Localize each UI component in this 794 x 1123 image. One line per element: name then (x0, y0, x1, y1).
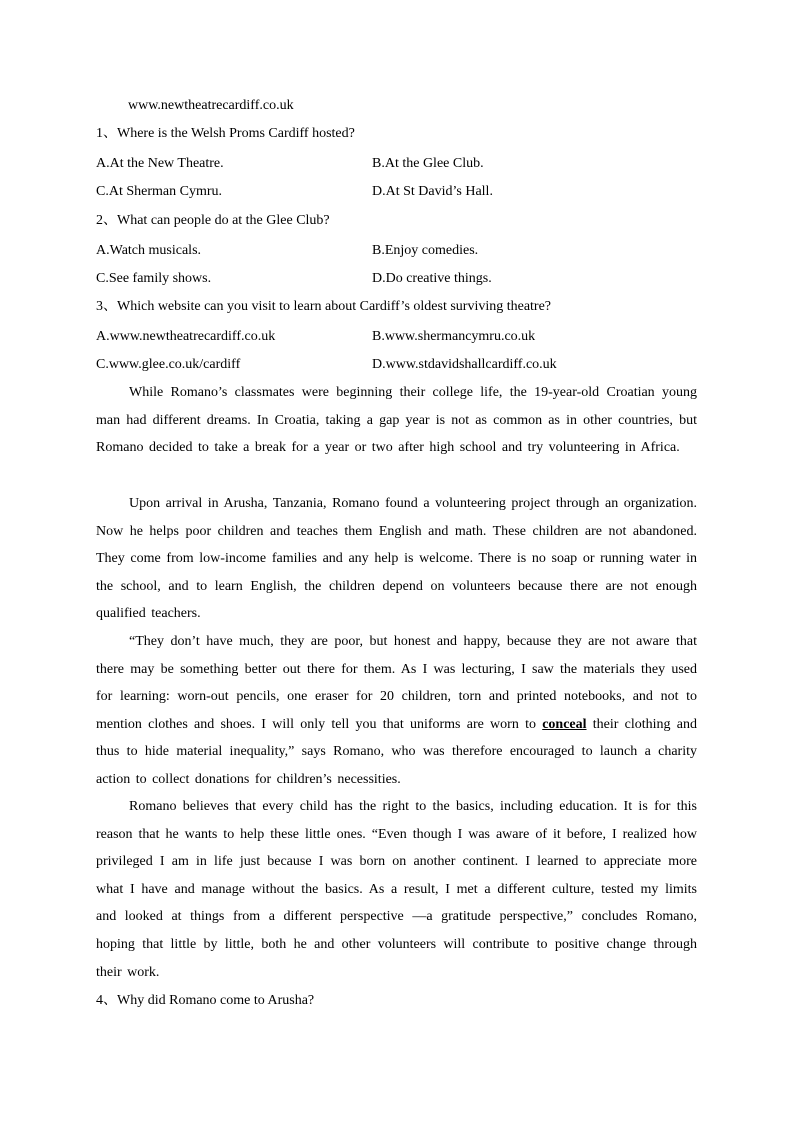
q2-option-c: C.See family shows. (96, 271, 212, 286)
passage-paragraph-2: Upon arrival in Arusha, Tanzania, Romano found a volunteering project through an organization. Now he helps poor children and teaches them English and math. These children are not abandoned. They come from low-income families and any help is welcome. There is no soap or running water in the school, and to learn English, the children depend on volunteers because there are not enough qualified teachers. (96, 496, 697, 622)
question-1-text: Where is the Welsh Proms Cardiff hosted? (117, 126, 355, 141)
question-2-text: What can people do at the Glee Club? (117, 213, 330, 228)
q3-option-d: D.www.stdavidshallcardiff.co.uk (372, 357, 557, 372)
q3-option-a: A.www.newtheatrecardiff.co.uk (96, 329, 276, 344)
question-4-number: 4、 (96, 993, 117, 1008)
highlighted-word: conceal (542, 716, 587, 732)
paragraph-3-text-before: “They don’t have much, they are poor, but honest and happy, because they are not aware that there may be something better out there for them. As I was lecturing, I saw the materials they used for learning: worn-out pencils, one eraser for 20 children, torn and printed notebooks, and not to mention clothes and shoes. I will only tell you that uniforms are worn to (96, 634, 697, 732)
question-4-text: Why did Romano come to Arusha? (117, 993, 315, 1008)
q1-option-d: D.At St David’s Hall. (372, 184, 493, 199)
passage-paragraph-1: While Romano’s classmates were beginning their college life, the 19-year-old Croatian young man had different dreams. In Croatia, taking a gap year is not as common as in other countries, but Romano decided to take a break for a year or two after high school and try volunteering in Africa. (96, 385, 697, 456)
paragraph-3-text-after: their clothing and thus to hide material inequality,” says Romano, who was therefore encouraged to launch a charity action to collect donations for children’s necessities. (96, 716, 697, 787)
question-3-text: Which website can you visit to learn about Cardiff’s oldest surviving theatre? (117, 299, 552, 314)
q1-option-a: A.At the New Theatre. (96, 156, 224, 171)
question-3 (96, 298, 551, 316)
q3-option-c: C.www.glee.co.uk/cardiff (96, 357, 241, 372)
q2-option-b: B.Enjoy comedies. (372, 243, 479, 258)
question-3-number: 3、 (96, 299, 117, 314)
website-line: www.newtheatrecardiff.co.uk (128, 98, 294, 113)
passage-paragraph-4: Romano believes that every child has the right to the basics, including education. It is for this reason that he wants to help these little ones. “Even though I was aware of it before, I realized how privileged I am in life just because I was born on another continent. I learned to appreciate more what I have and manage without the basics. As a result, I met a different culture, tested my limits and looked at things from a different perspective —a gratitude perspective,” concludes Romano, hoping that little by little, both he and other volunteers will contribute to positive change through their work. (96, 799, 697, 980)
question-1 (96, 125, 355, 143)
question-2 (96, 212, 330, 230)
q1-option-c: C.At Sherman Cymru. (96, 184, 222, 199)
q1-option-b: B.At the Glee Club. (372, 156, 484, 171)
q2-option-a: A.Watch musicals. (96, 243, 202, 258)
q2-option-d: D.Do creative things. (372, 271, 492, 286)
question-2-number: 2、 (96, 213, 117, 228)
question-4 (96, 992, 314, 1010)
question-1-number: 1、 (96, 126, 117, 141)
passage-paragraph-3 (96, 628, 697, 794)
q3-option-b: B.www.shermancymru.co.uk (372, 329, 536, 344)
